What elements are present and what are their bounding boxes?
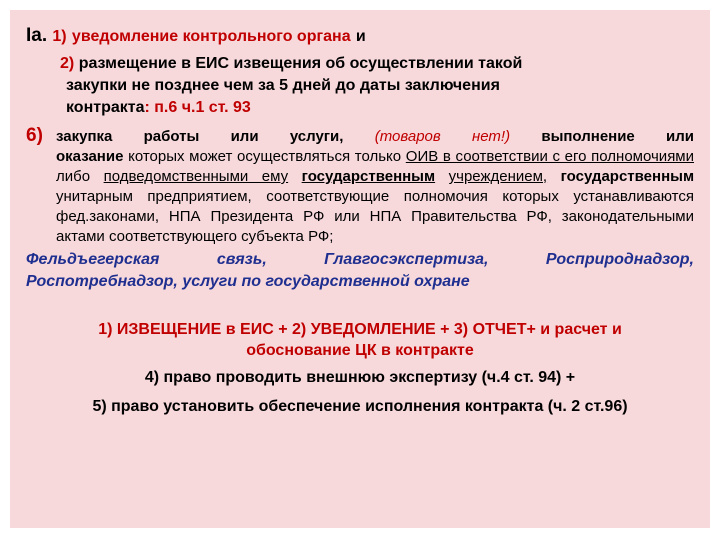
item1-number: 1) — [52, 28, 67, 45]
item6-text1: которых может осуществляться только — [128, 148, 402, 165]
item6-label: 6) — [26, 125, 43, 146]
heading-line — [26, 24, 694, 49]
item2-line1: размещение в ЕИС извещения об осуществлении такой — [78, 55, 523, 72]
item6-first-line — [56, 127, 694, 147]
item6-action: выполнение или — [541, 128, 695, 145]
section-marker: Iа. — [26, 25, 48, 46]
item6-paragraph — [26, 127, 694, 247]
item6-subordinate: подведомственными ему — [103, 168, 289, 185]
summary-line1: 1) ИЗВЕЩЕНИЕ в ЕИС + 2) УВЕДОМЛЕНИЕ + 3) ОТЧЕТ+ и расчет и — [98, 321, 622, 338]
summary-line2: обоснование ЦК в контракте — [246, 342, 474, 359]
item2-line3-wrap — [66, 97, 694, 119]
item2-line3: контракта — [66, 99, 145, 116]
item6-state2: государственным — [560, 168, 695, 185]
item6-note: (товаров нет!) — [374, 128, 511, 145]
item1-text: уведомление контрольного органа — [71, 28, 351, 45]
item6-institution: учреждением, — [448, 168, 548, 185]
item2-number: 2) — [60, 55, 75, 72]
item6-subject: закупка работы или услуги, — [56, 128, 344, 145]
item2-block — [60, 53, 694, 119]
slide — [10, 10, 710, 528]
item6-state: государственным — [301, 168, 436, 185]
item6-provision: оказание — [56, 148, 124, 165]
right5-line: 5) право установить обеспечение исполнения контракта (ч. 2 ст.96) — [92, 398, 628, 415]
item6-oiv: ОИВ в соответствии с его полномочиями — [405, 148, 695, 165]
item2-reference: : п.6 ч.1 ст. 93 — [144, 99, 251, 116]
item6-text2: унитарным предприятием, соответствующие полномочия которых устанавливаются фед.законами, НПА Президента РФ или НПА Правительства РФ, законодательными актами соответствующего субъекта РФ; — [56, 188, 694, 245]
item6-or: либо — [56, 168, 91, 185]
conjunction: и — [355, 28, 366, 45]
agencies-line1: Фельдъегерская связь, Главгосэкспертиза, Росприроднадзор, — [26, 251, 694, 268]
agencies-line2: Роспотребнадзор, услуги по государственной охране — [26, 273, 470, 290]
agencies-list — [26, 249, 694, 293]
summary — [26, 319, 694, 361]
item2-line2: закупки не позднее чем за 5 дней до даты заключения — [66, 77, 500, 94]
right4-line: 4) право проводить внешнюю экспертизу (ч.4 ст. 94) + — [144, 369, 576, 386]
